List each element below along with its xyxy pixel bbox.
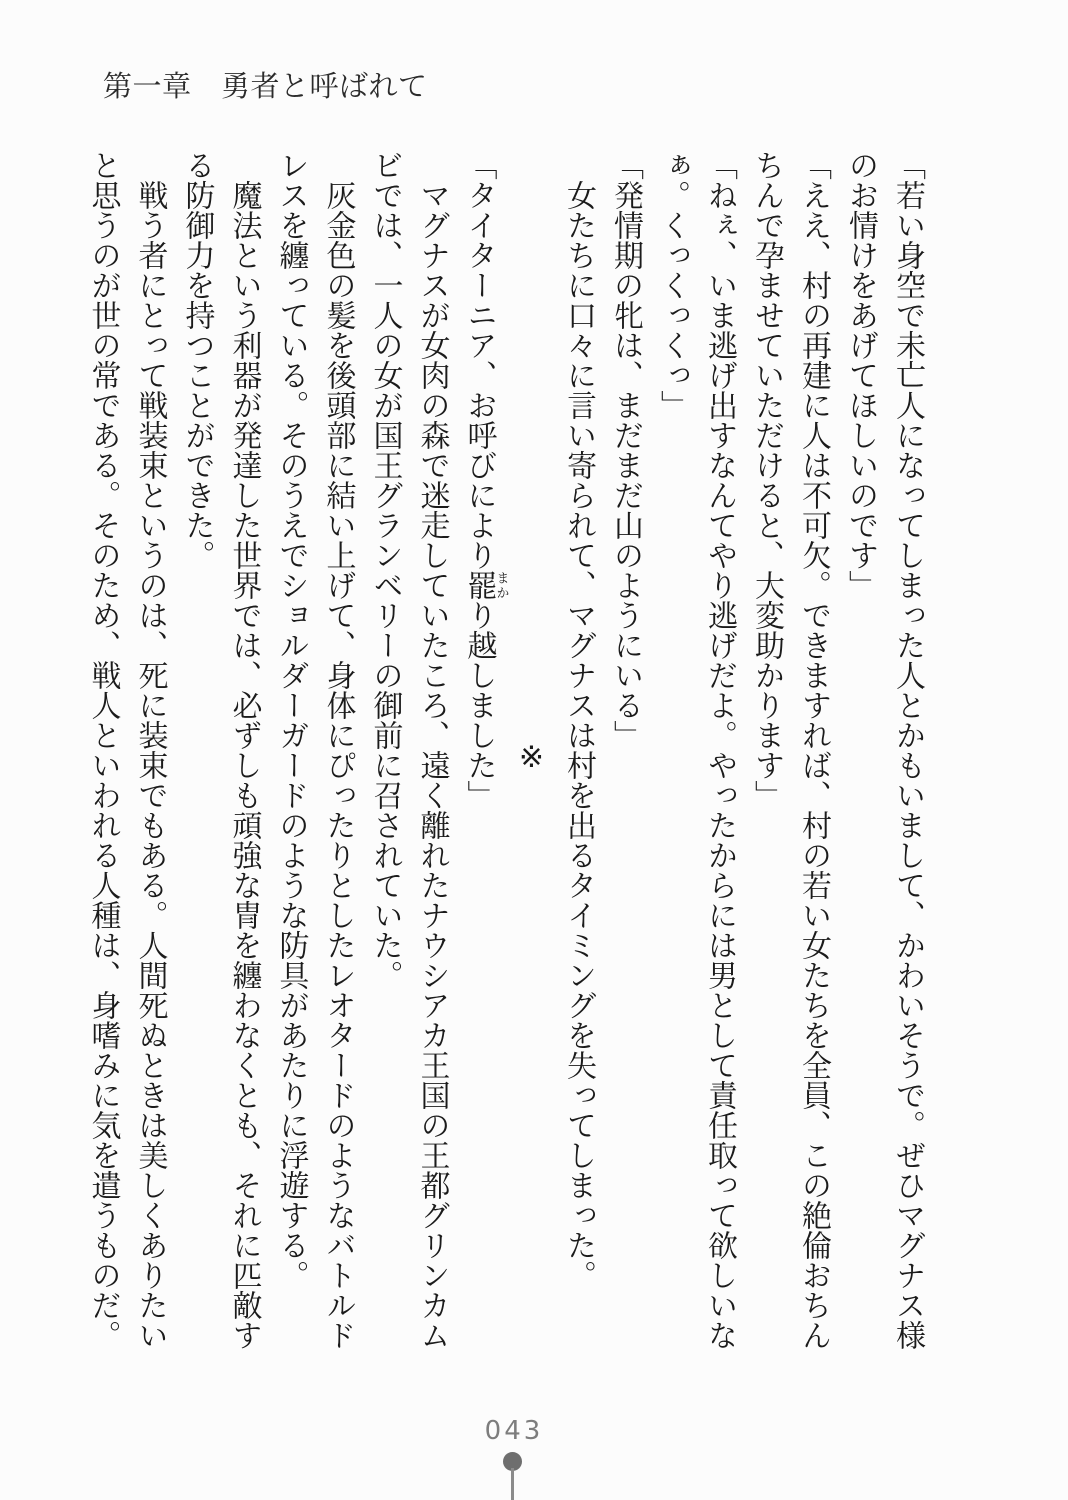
page-number: 043 <box>484 1416 544 1446</box>
paragraph-dialogue-3: 「ねぇ、いま逃げ出すなんてやり逃げだよ。やったからには男として責任取って欲しいなぁ。くっくっくっ」 <box>655 150 737 1350</box>
dialogue-5-before-ruby: 「タイターニア、お呼びにより <box>461 150 497 570</box>
paragraph-narration-4: 魔法という利器が発達した世界では、必ずしも頑強な冑を纏わなくとも、それに匹敵する防御力を持つことができた。 <box>179 150 262 1350</box>
paragraph-dialogue-2: 「ええ、村の再建に人は不可欠。できますれば、村の若い女たちを全員、この絶倫おちんちんで孕ませていただけると、大変助かります」 <box>749 150 831 1350</box>
paragraph-narration-1: 女たちに口々に言い寄られて、マグナスは村を出るタイミングを失ってしまった。 <box>561 180 596 1290</box>
paragraph-narration-3: 灰金色の髪を後頭部に結い上げて、身体にぴったりとしたレオタードのようなバトルドレスを纏っている。そのうえでショルダーガードのような防具があたりに浮遊する。 <box>273 150 356 1350</box>
paragraph-dialogue-4: 「発情期の牝は、まだまだ山のようにいる」 <box>608 150 643 750</box>
chapter-header: 第一章 勇者と呼ばれて <box>103 69 428 103</box>
ruby-word <box>461 570 509 600</box>
paragraph-narration-5: 戦う者にとって戦装束というのは、死に装束でもある。人間死ぬときは美しくありたいと思うのが世の常である。そのため、戦人といわれる人種は、身嗜みに気を遣うものだ。 <box>85 150 168 1350</box>
section-separator: ※ <box>514 740 549 775</box>
paragraph-narration-2: マグナスが女肉の森で迷走していたころ、遠く離れたナウシアカ王国の王都グリンカムビでは、一人の女が国王グランベリーの御前に召されていた。 <box>367 150 450 1350</box>
paragraph-dialogue-5 <box>456 150 509 1365</box>
page-text <box>85 150 931 1365</box>
ruby-furigana: まか <box>493 570 509 600</box>
dialogue-5-after-ruby: り越しました」 <box>461 600 497 810</box>
page-marker-line <box>511 1468 514 1500</box>
ruby-base: 罷 <box>461 570 497 600</box>
paragraph-dialogue-1: 「若い身空で未亡人になってしまった人とかもいまして、かわいそうで。ぜひマグナス様のお情けをあげてほしいのです」 <box>843 150 925 1350</box>
